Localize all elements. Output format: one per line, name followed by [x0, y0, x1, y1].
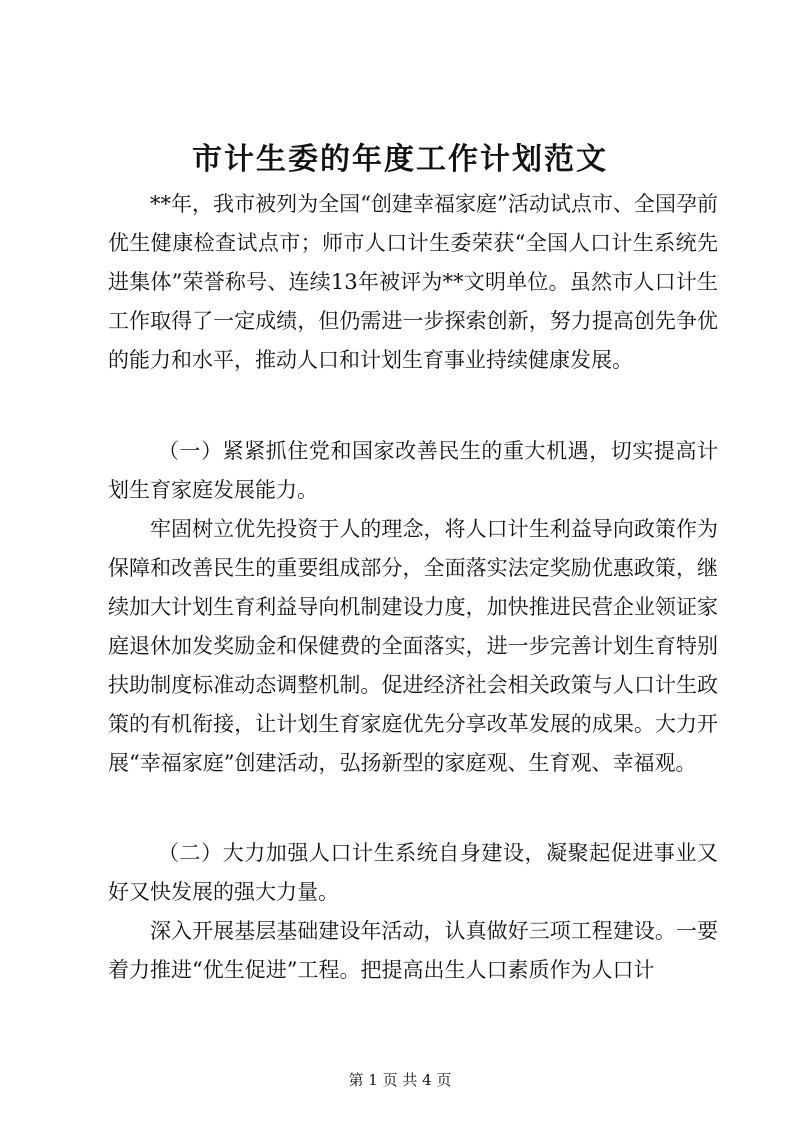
section-heading-1: （一）紧紧抓住党和国家改善民生的重大机遇，切实提高计划生育家庭发展能力。: [108, 439, 718, 502]
body-paragraph-section-1: 牢固树立优先投资于人的理念，将人口计生利益导向政策作为保障和改善民生的重要组成部分，全面落实法定奖励优惠政策，继续加大计划生育利益导向机制建设力度，加快推进民营企业领证家庭退休加发奖励金和保健费的全面落实，进一步完善计划生育特别扶助制度标准动态调整机制。促进经济社会相关政策与人口计生政策的有机衔接，让计划生育家庭优先分享改革发展的成果。大力开展“幸福家庭”创建活动，弘扬新型的家庭观、生育观、幸福观。: [108, 517, 718, 775]
document-title: 市计生委的年度工作计划范文: [192, 142, 608, 177]
body-paragraph-section-2: 深入开展基层基础建设年活动，认真做好三项工程建设。一要着力推进“优生促进”工程。把提高出生人口素质作为人口计: [108, 919, 718, 982]
body-paragraph-intro: **年，我市被列为全国“创建幸福家庭”活动试点市、全国孕前优生健康检查试点市；师市人口计生委荣获“全国人口计生系统先进集体”荣誉称号、连续13年被评为**文明单位。虽然市人口计生工作取得了一定成绩，但仍需进一步探索创新，努力提高创先争优的能力和水平，推动人口和计划生育事业持续健康发展。: [108, 192, 718, 372]
page-number-footer: 第 1 页 共 4 页: [348, 1071, 452, 1089]
section-heading-2: （二）大力加强人口计生系统自身建设，凝聚起促进事业又好又快发展的强大力量。: [108, 841, 718, 904]
